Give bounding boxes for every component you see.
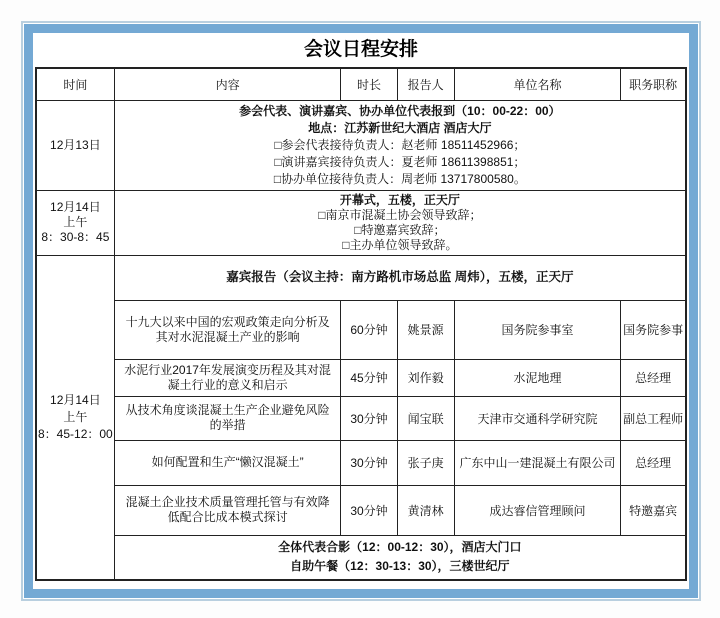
- registration-content: [114, 100, 686, 190]
- duration-cell: 45分钟: [341, 359, 397, 396]
- opening-item: □南京市混凝土协会领导致辞；: [318, 207, 482, 222]
- organization-cell: 国务院参事室: [454, 300, 621, 359]
- opening-item: □特邀嘉宾致辞；: [354, 222, 446, 237]
- topic-cell: 水泥行业2017年发展演变历程及其对混凝土行业的意义和启示: [114, 359, 341, 396]
- content-area: [33, 33, 689, 583]
- organization-cell: 天津市交通科学研究院: [454, 396, 621, 440]
- reports-time-cell: [36, 255, 114, 580]
- closing-lunch-line: 自助午餐（12：30-13：30），三楼世纪厅: [290, 559, 510, 574]
- position-cell: 副总工程师: [621, 396, 686, 440]
- col-header-speaker: 报告人: [397, 68, 454, 100]
- speaker-cell: 闻宝联: [397, 396, 454, 440]
- speaker-cell: 刘作毅: [397, 359, 454, 396]
- reports-time: 8：45-12：00: [38, 426, 113, 441]
- reports-period: 上午: [63, 409, 88, 424]
- session-header: 嘉宾报告（会议主持：南方路机市场总监 周炜），五楼，正天厅: [114, 255, 686, 300]
- opening-headline: 开幕式，五楼，正天厅: [339, 192, 460, 207]
- col-header-organization: 单位名称: [454, 68, 621, 100]
- topic-cell: 十九大以来中国的宏观政策走向分析及其对水泥混凝土产业的影响: [114, 300, 341, 359]
- col-header-duration: 时长: [341, 68, 397, 100]
- speaker-cell: 张子庚: [397, 440, 454, 485]
- registration-contact: □协办单位接待负责人：周老师 13717800580。: [273, 171, 526, 186]
- registration-row: [36, 100, 686, 190]
- closing-photo-line: 全体代表合影（12：00-12：30），酒店大门口: [278, 540, 522, 555]
- opening-row: [36, 190, 686, 255]
- presentation-row: [36, 300, 686, 359]
- opening-date: 12月14日: [50, 200, 101, 214]
- outer-frame: [21, 21, 701, 601]
- presentation-row: [36, 396, 686, 440]
- col-header-position: 职务职称: [621, 68, 686, 100]
- col-header-content: 内容: [114, 68, 341, 100]
- duration-cell: 30分钟: [341, 485, 397, 535]
- organization-cell: 成达睿信管理顾问: [454, 485, 621, 535]
- page-title: 会议日程安排: [303, 39, 418, 60]
- header-row: [36, 68, 686, 100]
- registration-location: 地点：江苏新世纪大酒店 酒店大厅: [308, 120, 492, 135]
- position-cell: 总经理: [621, 440, 686, 485]
- presentation-row: [36, 359, 686, 396]
- position-cell: 总经理: [621, 359, 686, 396]
- opening-time-cell: [36, 190, 114, 255]
- duration-cell: 30分钟: [341, 440, 397, 485]
- topic-cell: 混凝土企业技术质量管理托管与有效降低配合比成本模式探讨: [114, 485, 341, 535]
- duration-cell: 30分钟: [341, 396, 397, 440]
- opening-item: □主办单位领导致辞。: [342, 237, 458, 252]
- registration-headline: 参会代表、演讲嘉宾、协办单位代表报到（10：00-22：00）: [239, 103, 561, 118]
- speaker-cell: 姚景源: [397, 300, 454, 359]
- closing-content: [114, 535, 686, 580]
- registration-contact: □参会代表接待负责人：赵老师 18511452966；: [274, 137, 526, 152]
- organization-cell: 水泥地理: [454, 359, 621, 396]
- position-cell: 国务院参事: [621, 300, 686, 359]
- col-header-time: 时间: [36, 68, 114, 100]
- presentation-row: [36, 485, 686, 535]
- opening-content: [114, 190, 686, 255]
- speaker-cell: 黄清林: [397, 485, 454, 535]
- opening-period: 上午: [63, 215, 88, 229]
- blue-frame: [24, 24, 698, 598]
- registration-date: 12月13日: [36, 100, 114, 190]
- presentation-row: [36, 440, 686, 485]
- schedule-table: [35, 67, 687, 581]
- closing-row: [36, 535, 686, 580]
- reports-date: 12月14日: [50, 392, 101, 407]
- position-cell: 特邀嘉宾: [621, 485, 686, 535]
- session-header-row: [36, 255, 686, 300]
- duration-cell: 60分钟: [341, 300, 397, 359]
- registration-contact: □演讲嘉宾接待负责人：夏老师 18611398851；: [274, 154, 526, 169]
- topic-cell: 从技术角度谈混凝土生产企业避免风险的举措: [114, 396, 341, 440]
- topic-cell: 如何配置和生产“懒汉混凝土”: [114, 440, 341, 485]
- organization-cell: 广东中山一建混凝土有限公司: [454, 440, 621, 485]
- opening-time: 8：30-8：45: [41, 230, 110, 244]
